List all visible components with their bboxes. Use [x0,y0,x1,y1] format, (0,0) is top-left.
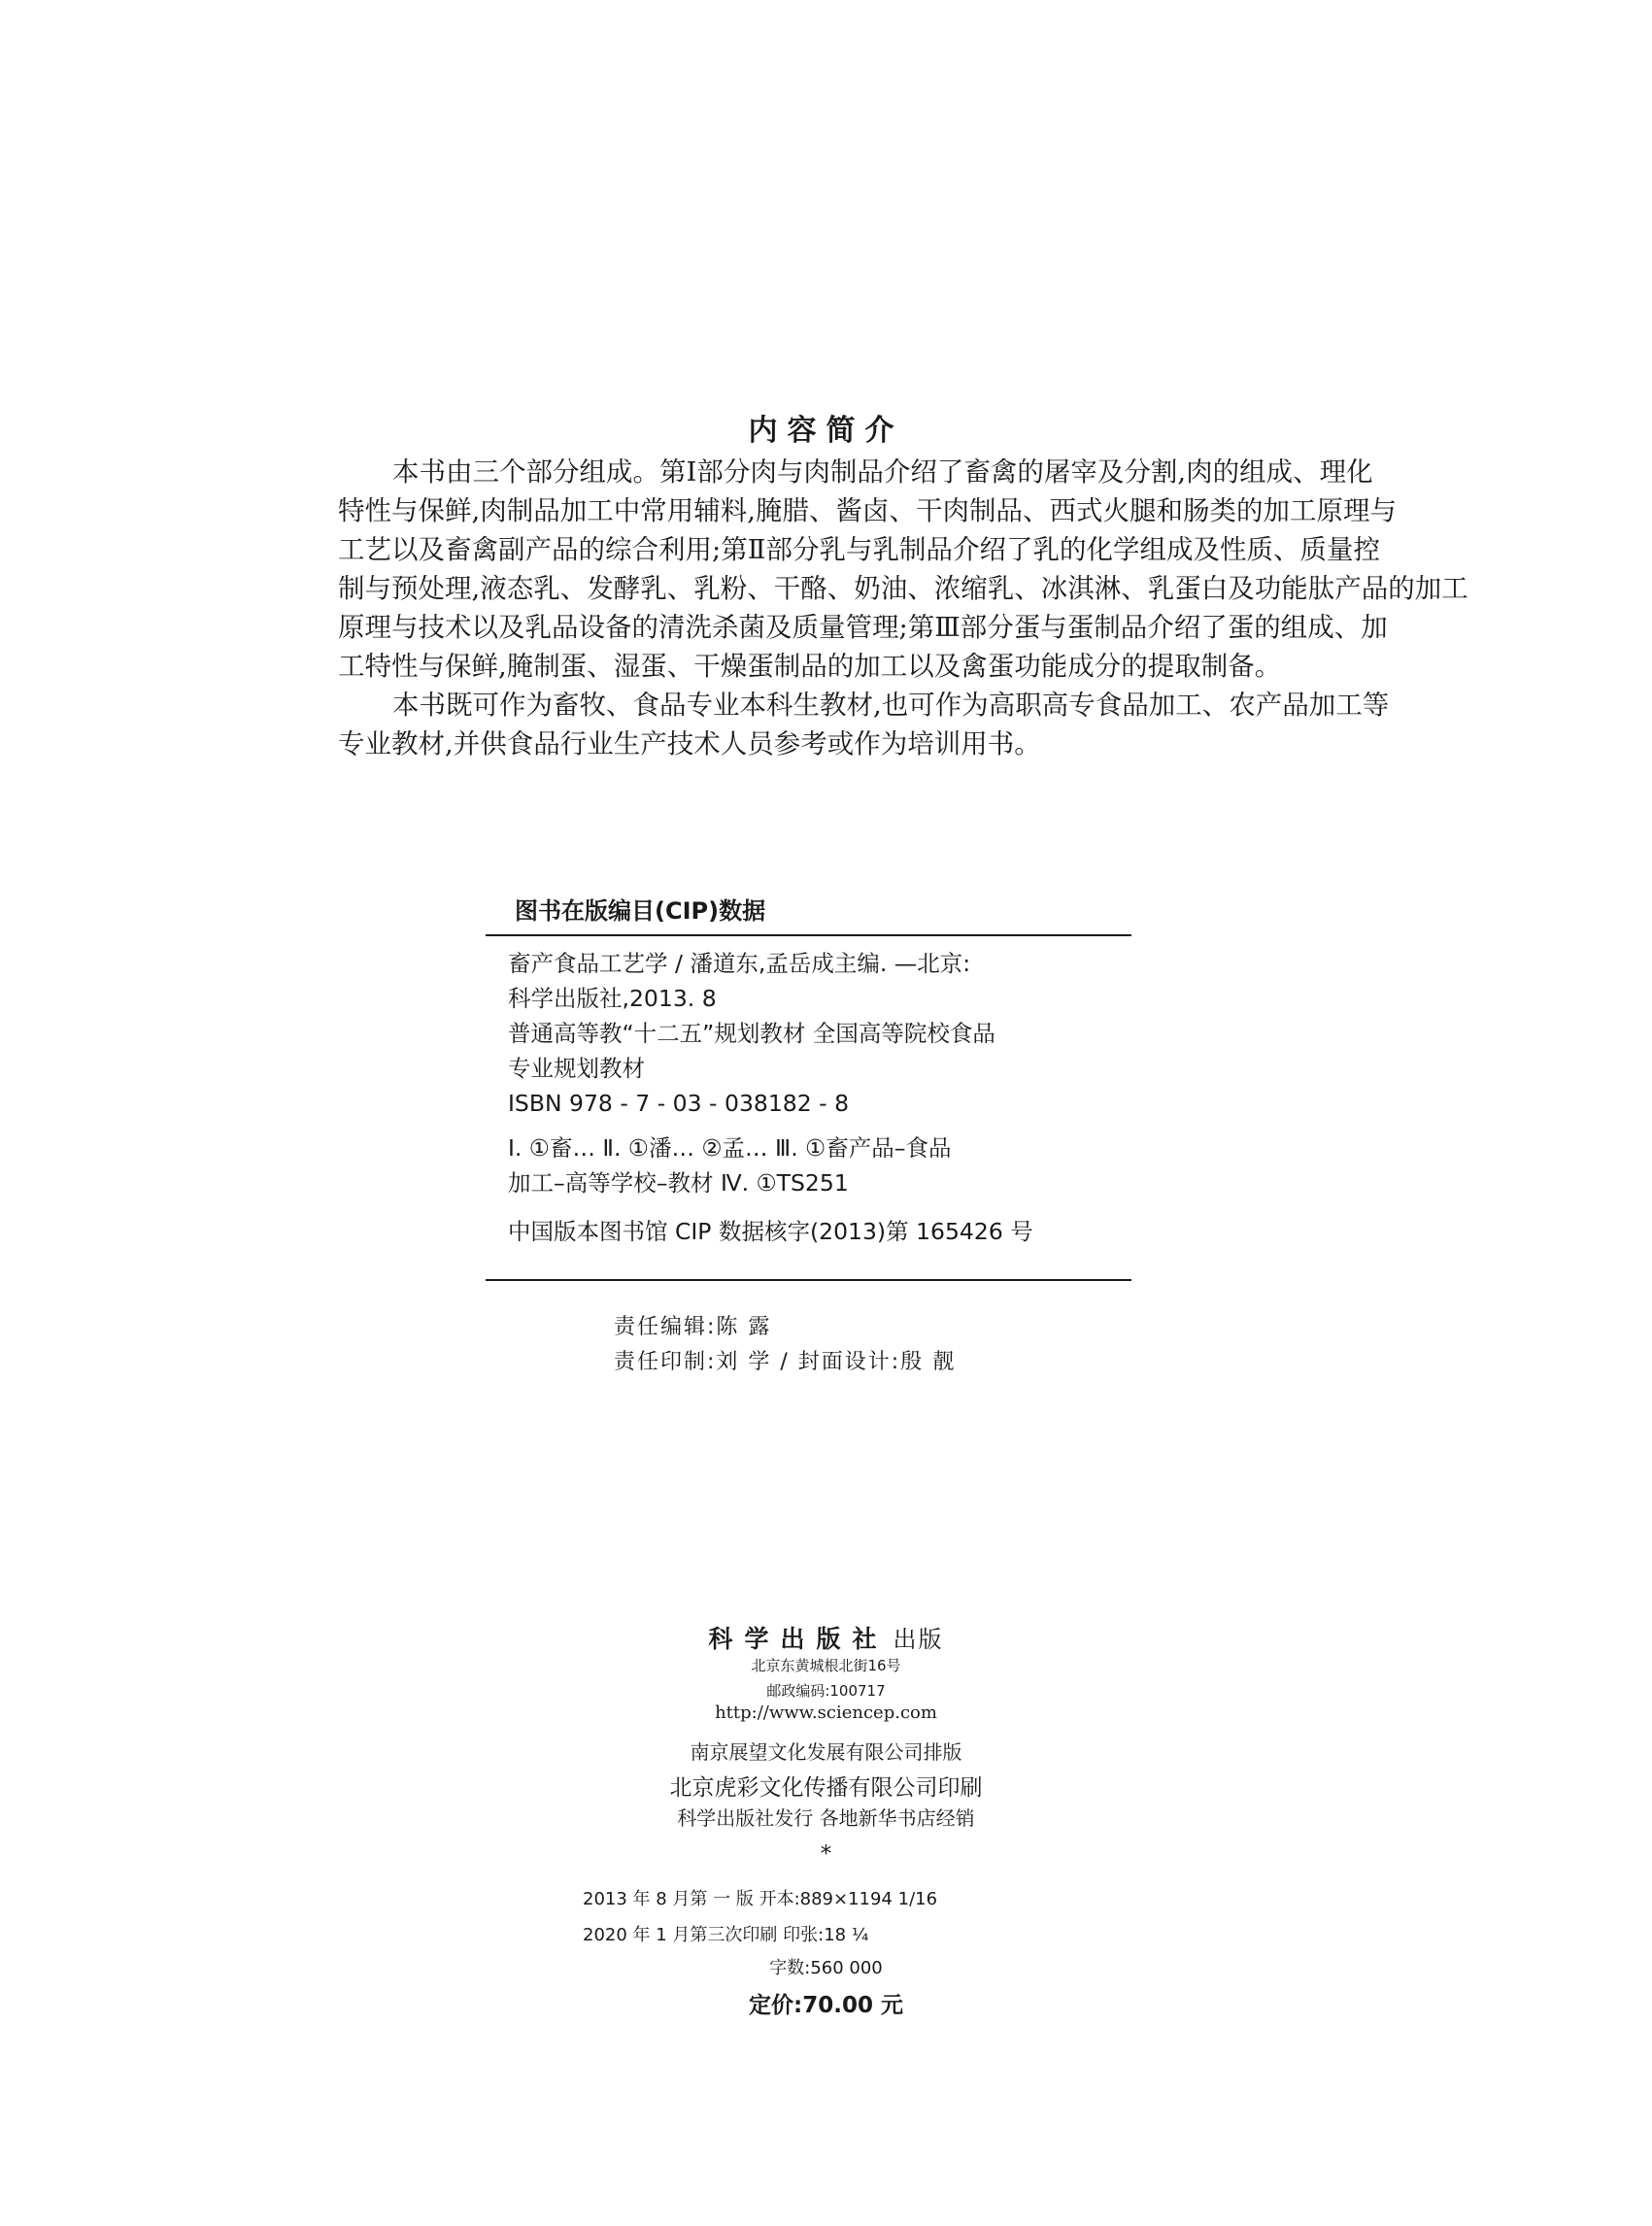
publisher-line [0,1620,1652,1655]
intro-line: 工艺以及畜禽副产品的综合利用;第Ⅱ部分乳与乳制品介绍了乳的化学组成及性质、质量控 [338,534,1380,565]
spec-edition: 2013 年 8 月第 一 版 开本:889×1194 1/16 [583,1889,938,1909]
publisher-address: 北京东黄城根北街16号 [751,1657,901,1674]
cip-block-1 [508,946,1129,1121]
cip-heading: 图书在版编目(CIP)数据 [515,897,766,925]
cip-top-rule [486,934,1131,936]
cip-line: Ⅰ. ①畜… Ⅱ. ①潘… ②孟… Ⅲ. ①畜产品–食品 [508,1134,952,1162]
intro-paragraph-1 [338,453,1468,686]
intro-title: 内容简介 [748,414,904,448]
intro-text [338,453,1468,763]
cip-block-2 [508,1130,1129,1200]
spec-wordcount: 字数:560 000 [769,1958,883,1978]
cip-line: 普通高等教“十二五”规划教材 全国高等院校食品 [508,1020,995,1047]
printer: 北京虎彩文化传播有限公司印刷 [669,1775,983,1801]
cip-bottom-rule [486,1279,1131,1281]
cip-line: 加工–高等学校–教材 Ⅳ. ①TS251 [508,1169,849,1197]
cip-line: 专业规划教材 [508,1055,645,1082]
editors [614,1310,956,1380]
cip-line: 科学出版社,2013. 8 [508,985,717,1012]
intro-line: 工特性与保鲜,腌制蛋、湿蛋、干燥蛋制品的加工以及禽蛋功能成分的提取制备。 [338,651,1282,682]
publisher-suffix: 出版 [893,1626,944,1653]
intro-line: 本书既可作为畜牧、食品专业本科生教材,也可作为高职高专食品加工、农产品加工等 [392,690,1390,721]
responsible-editor: 责任编辑:陈 露 [614,1315,772,1339]
separator-star: * [820,1841,832,1867]
publisher-url: http://www.sciencep.com [715,1703,937,1723]
typesetter: 南京展望文化发展有限公司排版 [690,1740,962,1764]
intro-line: 制与预处理,液态乳、发酵乳、乳粉、干酪、奶油、浓缩乳、冰淇淋、乳蛋白及功能肽产品的加工 [338,573,1468,604]
publisher-postcode: 邮政编码:100717 [766,1682,886,1700]
intro-line: 本书由三个部分组成。第Ⅰ部分肉与肉制品介绍了畜禽的屠宰及分割,肉的组成、理化 [392,456,1373,488]
intro-line: 原理与技术以及乳品设备的清洗杀菌及质量管理;第Ⅲ部分蛋与蛋制品介绍了蛋的组成、加 [338,612,1388,643]
publisher-name: 科学出版社 [708,1625,889,1653]
cip-number: 中国版本图书馆 CIP 数据核字(2013)第 165426 号 [508,1218,1033,1245]
responsible-printing: 责任印制:刘 学 / 封面设计:殷 靓 [614,1350,957,1374]
cip-line: 畜产食品工艺学 / 潘道东,孟岳成主编. —北京: [508,950,971,977]
spec-printing: 2020 年 1 月第三次印刷 印张:18 ¼ [583,1925,869,1945]
distribution: 科学出版社发行 各地新华书店经销 [677,1806,975,1830]
specs-block [583,1881,937,1953]
cip-line: ISBN 978 - 7 - 03 - 038182 - 8 [508,1090,850,1117]
cip-block-3 [508,1214,1129,1249]
intro-line: 专业教材,并供食品行业生产技术人员参考或作为培训用书。 [338,728,1041,759]
intro-line: 特性与保鲜,肉制品加工中常用辅料,腌腊、酱卤、干肉制品、西式火腿和肠类的加工原理与 [338,495,1397,526]
price: 定价:70.00 元 [749,1993,903,2018]
intro-paragraph-2 [338,686,1390,763]
